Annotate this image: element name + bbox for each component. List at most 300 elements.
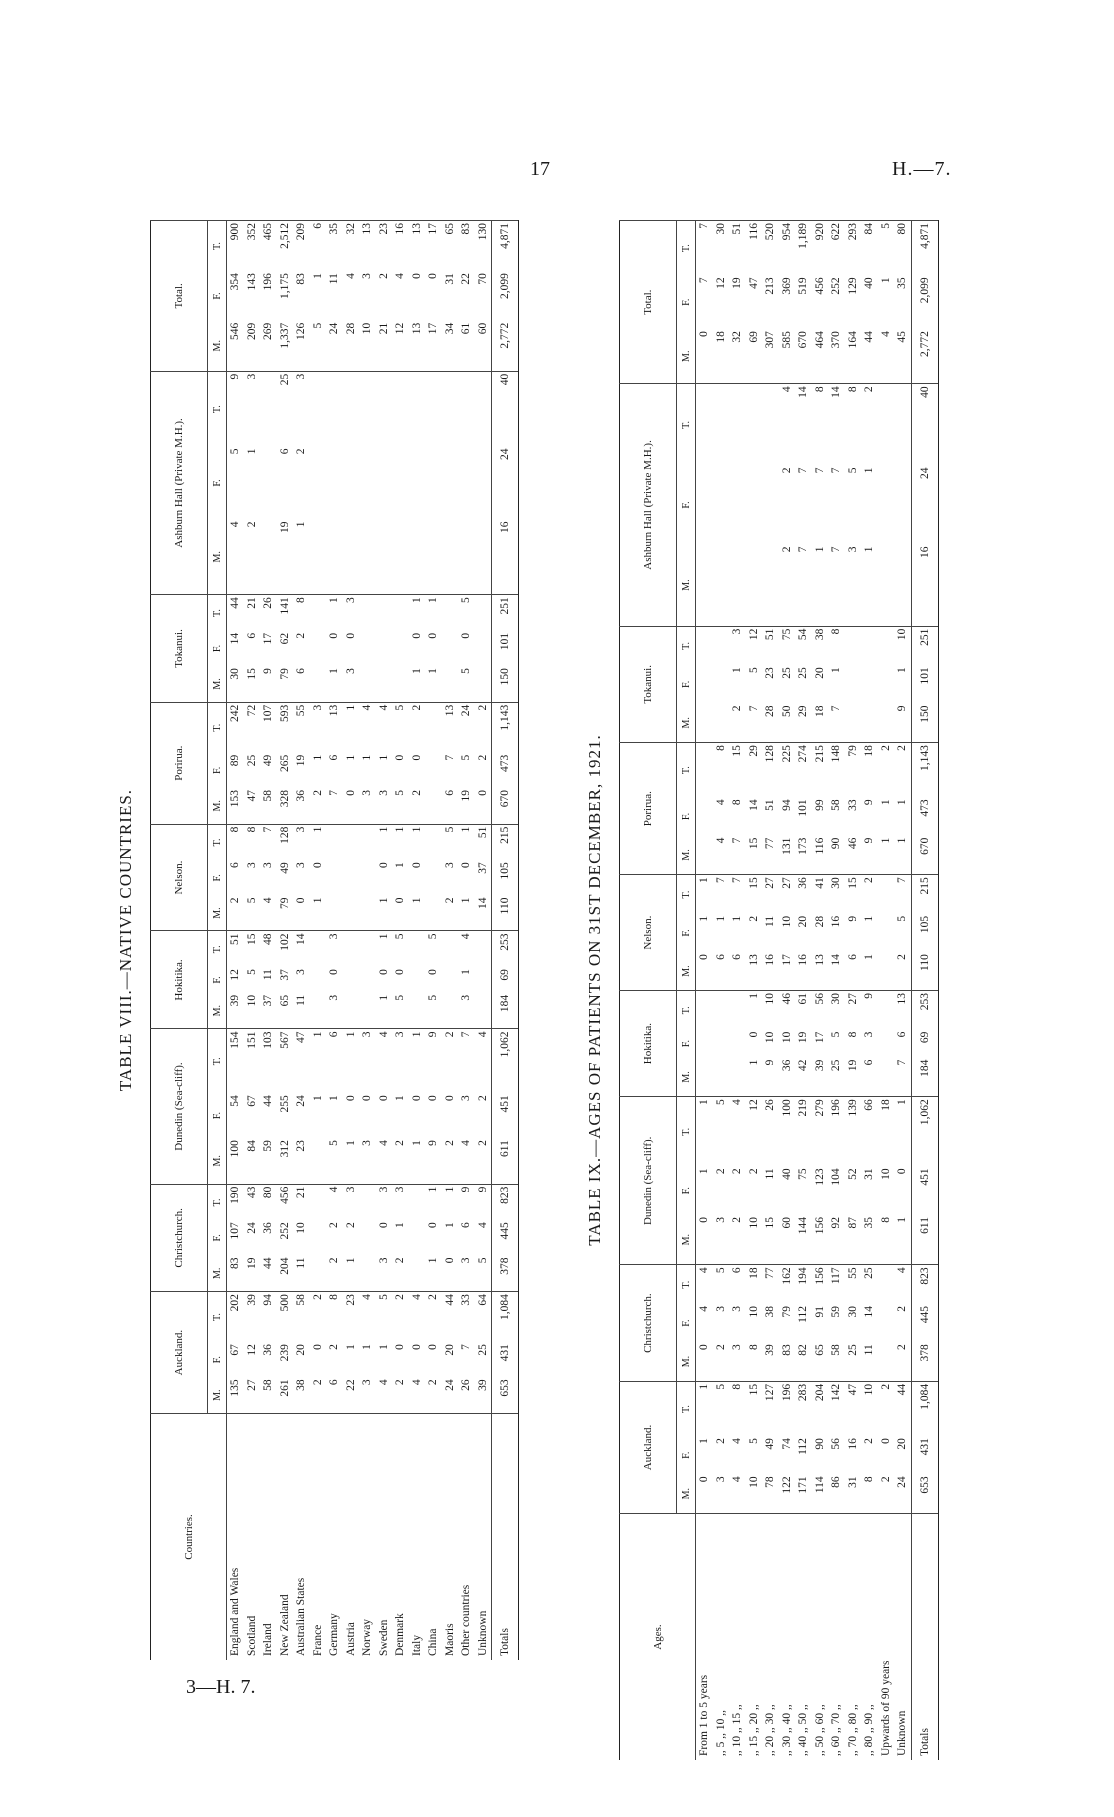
- cell-value: 10: [780, 915, 793, 928]
- cell-value: [409, 993, 426, 1029]
- cell-value: 83: [295, 273, 308, 285]
- cell-value: 2: [425, 1292, 442, 1342]
- row-label: Denmark: [392, 1414, 409, 1661]
- cell-value: 3: [714, 1306, 727, 1312]
- cell-value: 14: [863, 1306, 876, 1318]
- cell-value: 6: [245, 632, 258, 639]
- cell-value: [696, 544, 713, 626]
- cell-value: 3: [460, 1095, 473, 1101]
- cell-value: 1: [714, 915, 727, 922]
- cell-value: 24: [911, 465, 938, 544]
- cell-value: 9: [262, 668, 275, 674]
- cell-value: 253: [911, 991, 938, 1030]
- cell-value: 20: [443, 1344, 456, 1356]
- cell-value: 84: [245, 1140, 258, 1152]
- cell-value: 1: [310, 824, 327, 860]
- cell-value: 11: [328, 273, 341, 285]
- cell-value: [343, 519, 360, 594]
- cell-value: 12: [245, 1344, 258, 1356]
- cell-value: 19: [797, 1031, 810, 1044]
- cell-value: [310, 1220, 327, 1255]
- cell-value: 253: [492, 931, 519, 967]
- table-row: [442, 221, 459, 1661]
- cell-value: 69: [911, 1030, 938, 1058]
- cell-value: 15: [245, 668, 258, 680]
- cell-value: 9: [427, 1140, 440, 1146]
- cell-value: 36: [262, 1222, 275, 1234]
- cell-value: 151: [244, 1029, 261, 1093]
- cell-value: 16: [797, 954, 810, 966]
- cell-value: 6: [443, 790, 456, 796]
- cell-value: 1: [344, 1140, 357, 1146]
- cell-value: 12: [714, 277, 727, 289]
- cell-value: 3: [377, 790, 390, 796]
- cell-value: 75: [779, 626, 796, 665]
- cell-value: 1: [410, 1140, 423, 1146]
- cell-value: 19: [245, 1257, 258, 1269]
- cell-value: 21: [244, 595, 261, 631]
- cell-value: 164: [846, 331, 859, 349]
- cell-value: 51: [729, 221, 746, 276]
- cell-value: 11: [295, 994, 308, 1006]
- cell-value: 135: [229, 1379, 242, 1397]
- cell-value: 26: [260, 595, 277, 631]
- cell-value: 8: [731, 799, 744, 806]
- cell-value: 40: [863, 277, 876, 289]
- sex-column-header: F.: [677, 275, 696, 329]
- cell-value: 7: [731, 837, 744, 844]
- cell-value: 0: [410, 1095, 423, 1101]
- cell-value: 1: [863, 915, 876, 922]
- cell-value: 10: [764, 1031, 777, 1044]
- cell-value: 19: [460, 790, 473, 802]
- cell-value: 45: [896, 331, 909, 343]
- cell-value: 173: [797, 837, 810, 855]
- cell-value: [343, 993, 360, 1029]
- cell-value: 6: [229, 862, 242, 868]
- cell-value: [861, 703, 878, 742]
- cell-value: 0: [460, 862, 473, 868]
- sex-column-header: M.: [208, 896, 227, 931]
- cell-value: [359, 993, 376, 1029]
- cell-value: [409, 967, 426, 993]
- cell-value: 0: [344, 1095, 357, 1101]
- cell-value: 101: [797, 799, 810, 817]
- cell-value: 58: [262, 790, 275, 802]
- cell-value: 56: [812, 991, 829, 1030]
- cell-value: [409, 447, 426, 520]
- cell-value: 8: [326, 1292, 343, 1342]
- cell-value: 1: [377, 1344, 390, 1350]
- cell-value: 265: [278, 754, 291, 772]
- cell-value: 500: [277, 1292, 294, 1342]
- cell-value: 114: [813, 1476, 826, 1494]
- cell-value: [376, 666, 393, 702]
- cell-value: 77: [762, 1265, 779, 1304]
- cell-value: 520: [762, 221, 779, 276]
- cell-value: [409, 931, 426, 967]
- row-label: Sweden: [376, 1414, 393, 1661]
- cell-value: 67: [229, 1344, 242, 1356]
- cell-value: 0: [377, 969, 390, 975]
- cell-value: 78: [764, 1476, 777, 1488]
- cell-value: 190: [227, 1184, 244, 1220]
- cell-value: [746, 465, 763, 544]
- cell-value: 3: [846, 546, 859, 553]
- institution-header: Christchurch.: [620, 1265, 677, 1382]
- cell-value: 5: [476, 1257, 489, 1264]
- cell-value: [425, 860, 442, 895]
- cell-value: 2: [896, 954, 909, 960]
- cell-value: [326, 447, 343, 520]
- native-countries-table: [150, 220, 519, 1660]
- cell-value: 51: [762, 626, 779, 665]
- cell-value: 611: [492, 1138, 519, 1184]
- sex-column-header: T.: [677, 384, 696, 466]
- cell-value: 141: [277, 595, 294, 631]
- cell-value: 31: [443, 273, 456, 285]
- cell-value: [475, 631, 492, 666]
- cell-value: 1: [394, 1222, 407, 1228]
- table-row: [762, 221, 779, 1761]
- cell-value: [696, 1058, 713, 1097]
- cell-value: 9: [475, 1184, 492, 1220]
- cell-value: [359, 1184, 376, 1220]
- table-row: [795, 221, 812, 1761]
- row-label: Italy: [409, 1414, 426, 1661]
- cell-value: 202: [227, 1292, 244, 1342]
- cell-value: [442, 967, 459, 993]
- cell-value: 7: [830, 705, 843, 712]
- cell-value: 0: [427, 1095, 440, 1101]
- cell-value: 1: [425, 1184, 442, 1220]
- cell-value: 15: [729, 743, 746, 798]
- cell-value: 156: [813, 1217, 826, 1235]
- cell-value: 52: [846, 1168, 859, 1180]
- cell-value: [475, 371, 492, 446]
- cell-value: 51: [764, 799, 777, 811]
- cell-value: 252: [830, 277, 843, 295]
- cell-value: 153: [229, 790, 242, 808]
- cell-value: 1: [361, 1344, 374, 1350]
- cell-value: 4: [394, 273, 407, 279]
- cell-value: 65: [278, 994, 291, 1007]
- cell-value: 0: [394, 754, 407, 761]
- sex-column-header: T.: [208, 371, 227, 446]
- cell-value: [326, 824, 343, 860]
- cell-value: 100: [229, 1140, 242, 1158]
- sex-column-header: M.: [208, 788, 227, 824]
- cell-value: [425, 788, 442, 824]
- cell-value: 0: [410, 273, 423, 279]
- cell-value: [359, 371, 376, 446]
- cell-value: 107: [229, 1222, 242, 1240]
- cell-value: 105: [492, 860, 519, 895]
- cell-value: [894, 384, 911, 466]
- cell-value: [343, 896, 360, 931]
- row-label: China: [425, 1414, 442, 1661]
- cell-value: 823: [911, 1265, 938, 1304]
- cell-value: 670: [797, 331, 810, 349]
- cell-value: 1: [442, 1184, 459, 1220]
- cell-value: [326, 371, 343, 446]
- row-label: Ireland: [260, 1414, 277, 1661]
- cell-value: 2: [780, 546, 793, 553]
- row-label: Maoris: [442, 1414, 459, 1661]
- cell-value: 58: [293, 1292, 310, 1342]
- cell-value: 2: [328, 1257, 341, 1264]
- cell-value: 44: [262, 1257, 275, 1269]
- table-row: [475, 221, 492, 1661]
- cell-value: 1: [698, 1168, 711, 1175]
- cell-value: 17: [425, 221, 442, 272]
- cell-value: [878, 544, 895, 626]
- cell-value: 3: [731, 1344, 744, 1350]
- cell-value: 196: [262, 273, 275, 291]
- cell-value: 3: [326, 931, 343, 967]
- cell-value: 9: [861, 991, 878, 1030]
- sex-column-header: M.: [208, 666, 227, 702]
- cell-value: 14: [229, 632, 242, 645]
- cell-value: 122: [780, 1476, 793, 1494]
- sex-column-header: F.: [677, 465, 696, 544]
- cell-value: 7: [458, 1029, 475, 1093]
- cell-value: [260, 519, 277, 594]
- cell-value: 2: [896, 1344, 909, 1350]
- cell-value: 29: [746, 743, 763, 798]
- cell-value: 100: [779, 1097, 796, 1167]
- cell-value: 3: [293, 824, 310, 860]
- cell-value: 4: [476, 1222, 489, 1228]
- sex-column-header: F.: [208, 271, 227, 321]
- row-label: ,, 10 ,, 15 ,,: [729, 1514, 746, 1761]
- cell-value: 20: [797, 915, 810, 928]
- table-row: [310, 221, 327, 1661]
- table-row: [343, 221, 360, 1661]
- cell-value: 19: [846, 1059, 859, 1072]
- cell-value: 4: [376, 1029, 393, 1093]
- cell-value: 40: [780, 1168, 793, 1180]
- cell-value: 10: [295, 1222, 308, 1234]
- cell-value: 16: [846, 1438, 859, 1450]
- cell-value: [696, 465, 713, 544]
- row-label: ,, 5 ,, 10 ,,: [713, 1514, 730, 1761]
- cell-value: 94: [780, 799, 793, 811]
- cell-value: [310, 447, 327, 520]
- cell-value: 23: [764, 667, 777, 679]
- cell-value: 7: [797, 546, 810, 553]
- cell-value: 209: [245, 322, 258, 341]
- sex-column-header: T.: [208, 1184, 227, 1220]
- cell-value: 171: [797, 1476, 810, 1494]
- row-label: Austria: [343, 1414, 360, 1661]
- cell-value: 2: [863, 1438, 876, 1444]
- cell-value: 44: [442, 1292, 459, 1342]
- cell-value: 3: [377, 1257, 390, 1264]
- cell-value: 1: [830, 667, 843, 673]
- cell-value: 1: [896, 667, 909, 673]
- table-row: [359, 221, 376, 1661]
- cell-value: [326, 519, 343, 594]
- sex-column-header: F.: [208, 447, 227, 520]
- sex-column-header: T.: [208, 931, 227, 967]
- row-label: ,, 80 ,, 90 ,,: [861, 1514, 878, 1761]
- cell-value: 37: [262, 994, 275, 1007]
- cell-value: 2: [394, 1379, 407, 1386]
- cell-value: 154: [227, 1029, 244, 1093]
- row-label: ,, 15 ,, 20 ,,: [746, 1514, 763, 1761]
- cell-value: 2,512: [277, 221, 294, 272]
- cell-value: 0: [344, 632, 357, 639]
- cell-value: [376, 595, 393, 631]
- sex-column-header: T.: [677, 743, 696, 798]
- cell-value: 10: [780, 1031, 793, 1044]
- cell-value: 1: [410, 668, 423, 674]
- cell-value: 148: [828, 743, 845, 798]
- cell-value: 9: [458, 1184, 475, 1220]
- cell-value: 7: [747, 705, 760, 712]
- cell-value: 464: [813, 331, 826, 349]
- institution-header: Ashburn Hall (Private M.H.).: [151, 371, 208, 594]
- cell-value: [310, 1256, 327, 1292]
- cell-value: 8: [227, 824, 244, 860]
- cell-value: 10: [762, 991, 779, 1030]
- table-row: [227, 221, 244, 1661]
- cell-value: 7: [260, 824, 277, 860]
- cell-value: 0: [443, 1095, 456, 1101]
- cell-value: 31: [863, 1168, 876, 1180]
- cell-value: 104: [830, 1168, 843, 1186]
- table-viii-block: [116, 220, 546, 1660]
- cell-value: 279: [812, 1097, 829, 1167]
- cell-value: [343, 931, 360, 967]
- row-label: Other countries: [458, 1414, 475, 1661]
- cell-value: 112: [797, 1306, 810, 1323]
- cell-value: 3: [714, 1476, 727, 1483]
- cell-value: [310, 666, 327, 702]
- cell-value: 1: [863, 467, 876, 474]
- cell-value: 11: [764, 1168, 777, 1180]
- cell-value: 14: [828, 384, 845, 466]
- cell-value: 0: [410, 862, 423, 868]
- cell-value: 3: [376, 1184, 393, 1220]
- cell-value: [359, 666, 376, 702]
- cell-value: 150: [911, 703, 938, 742]
- cell-value: [359, 860, 376, 895]
- cell-value: 209: [293, 221, 310, 272]
- cell-value: [425, 371, 442, 446]
- cell-value: 1: [460, 969, 473, 975]
- cell-value: 77: [764, 837, 777, 850]
- table-row: [277, 221, 294, 1661]
- cell-value: 954: [779, 221, 796, 276]
- cell-value: [425, 753, 442, 788]
- cell-value: 14: [830, 954, 843, 966]
- cell-value: 110: [492, 896, 519, 931]
- cell-value: 215: [812, 743, 829, 798]
- cell-value: [475, 519, 492, 594]
- cell-value: 900: [227, 221, 244, 272]
- cell-value: 142: [828, 1381, 845, 1436]
- cell-value: 25: [861, 1265, 878, 1304]
- cell-value: 26: [762, 1097, 779, 1167]
- cell-value: 6: [328, 1379, 341, 1386]
- row-label: Upwards of 90 years: [878, 1514, 895, 1761]
- sex-column-header: M.: [208, 519, 227, 594]
- cell-value: 9: [764, 1059, 777, 1066]
- cell-value: 2: [394, 1140, 407, 1146]
- cell-value: 13: [894, 991, 911, 1030]
- cell-value: 32: [731, 331, 744, 343]
- cell-value: 48: [260, 931, 277, 967]
- cell-value: 7: [894, 875, 911, 914]
- cell-value: 7: [830, 467, 843, 474]
- cell-value: [713, 465, 730, 544]
- sex-column-header: M.: [208, 1256, 227, 1292]
- cell-value: 28: [764, 705, 777, 717]
- cell-value: 9: [863, 799, 876, 806]
- cell-value: [746, 544, 763, 626]
- cell-value: 219: [795, 1097, 812, 1167]
- row-label: From 1 to 5 years: [696, 1514, 713, 1761]
- cell-value: [442, 519, 459, 594]
- cell-value: 451: [492, 1093, 519, 1138]
- cell-value: 162: [779, 1265, 796, 1304]
- cell-value: 2: [328, 1344, 341, 1350]
- sex-column-header: M.: [208, 1377, 227, 1413]
- cell-value: 3: [361, 790, 374, 796]
- cell-value: 3: [295, 862, 308, 868]
- cell-value: 1: [376, 824, 393, 860]
- cell-value: [845, 703, 862, 742]
- cell-value: 128: [277, 824, 294, 860]
- cell-value: 23: [376, 221, 393, 272]
- cell-value: [326, 896, 343, 931]
- cell-value: 2: [476, 1140, 489, 1146]
- cell-value: 1,062: [492, 1029, 519, 1093]
- cell-value: 4: [879, 331, 892, 337]
- cell-value: 47: [245, 790, 258, 802]
- cell-value: 2: [731, 1168, 744, 1175]
- cell-value: 18: [714, 331, 727, 343]
- cell-value: [392, 371, 409, 446]
- cell-value: [343, 824, 360, 860]
- cell-value: 4: [731, 1476, 744, 1483]
- cell-value: 11: [295, 1257, 308, 1269]
- cell-value: 60: [476, 322, 489, 335]
- cell-value: 1: [361, 754, 374, 761]
- cell-value: [326, 860, 343, 895]
- cell-value: 4: [377, 1140, 390, 1146]
- cell-value: 593: [277, 702, 294, 752]
- cell-value: [409, 1184, 426, 1220]
- cell-value: [713, 1030, 730, 1058]
- group-header-row: [620, 221, 677, 1761]
- cell-value: 12: [746, 1097, 763, 1167]
- cell-value: 35: [896, 277, 909, 289]
- cell-value: 328: [278, 790, 291, 808]
- cell-value: 3: [392, 1184, 409, 1220]
- cell-value: [392, 666, 409, 702]
- cell-value: [442, 371, 459, 446]
- cell-value: 1: [311, 273, 324, 279]
- cell-value: 27: [245, 1379, 258, 1391]
- cell-value: [894, 544, 911, 626]
- cell-value: 1: [311, 1095, 324, 1101]
- cell-value: 30: [846, 1306, 859, 1318]
- cell-value: 1: [458, 824, 475, 860]
- cell-value: 14: [293, 931, 310, 967]
